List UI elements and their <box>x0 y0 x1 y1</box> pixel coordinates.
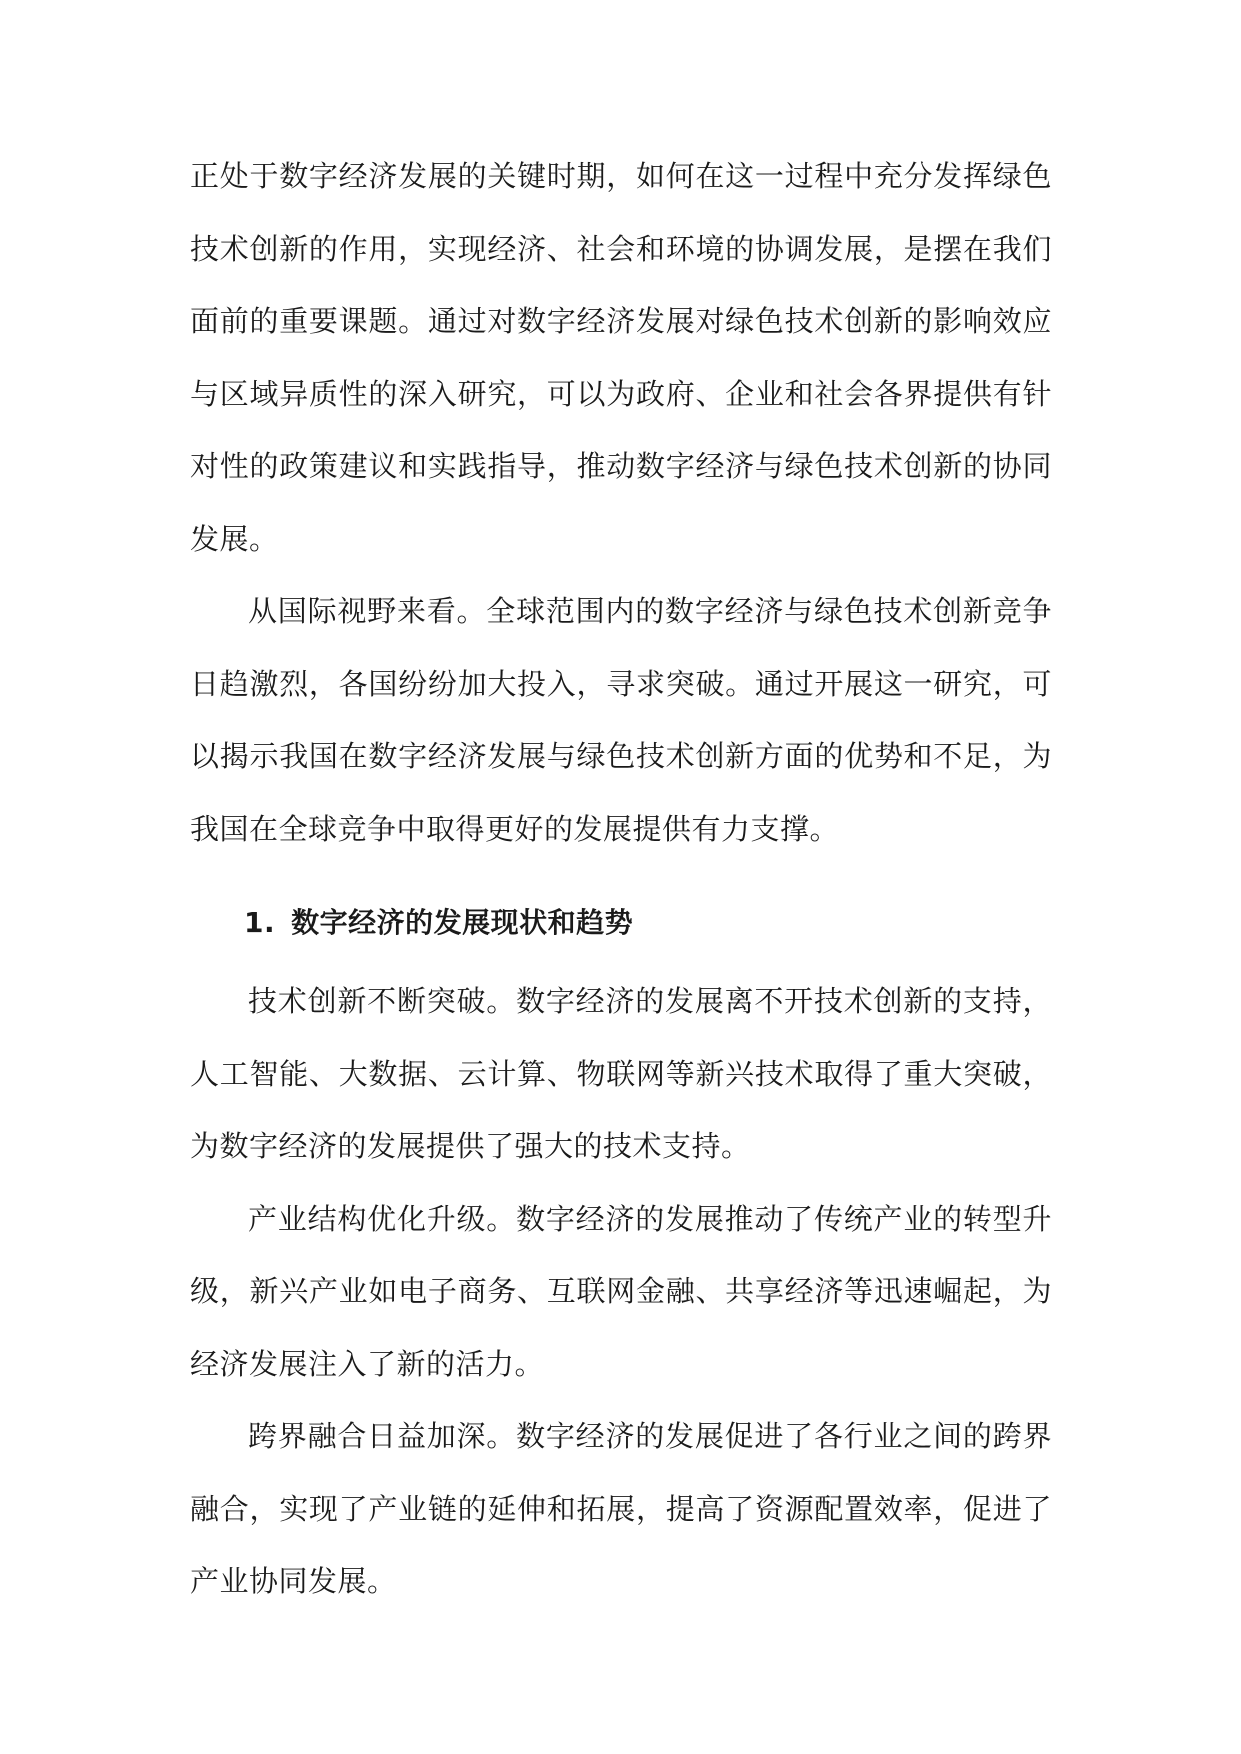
paragraph-cross-border: 跨界融合日益加深。数字经济的发展促进了各行业之间的跨界融合，实现了产业链的延伸和拓展，提高了资源配置效率，促进了产业协同发展。 <box>190 1419 1052 1598</box>
paragraph-international-view: 从国际视野来看。全球范围内的数字经济与绿色技术创新竞争日趋激烈，各国纷纷加大投入，寻求突破。通过开展这一研究，可以揭示我国在数字经济发展与绿色技术创新方面的优势和不足，为我国在全球竞争中取得更好的发展提供有力支撑。 <box>190 594 1052 846</box>
section-heading <box>190 887 1052 959</box>
section-title: 数字经济的发展现状和趋势 <box>291 906 634 939</box>
document-body <box>190 140 1052 1618</box>
paragraph-continuation: 正处于数字经济发展的关键时期，如何在这一过程中充分发挥绿色技术创新的作用，实现经济、社会和环境的协调发展，是摆在我们面前的重要课题。通过对数字经济发展对绿色技术创新的影响效应与区域异质性的深入研究，可以为政府、企业和社会各界提供有针对性的政策建议和实践指导，推动数字经济与绿色技术创新的协同发展。 <box>190 159 1052 556</box>
section-number: 1. <box>244 906 276 939</box>
paragraph-tech-innovation: 技术创新不断突破。数字经济的发展离不开技术创新的支持，人工智能、大数据、云计算、物联网等新兴技术取得了重大突破，为数字经济的发展提供了强大的技术支持。 <box>190 984 1052 1163</box>
paragraph-industry-upgrade: 产业结构优化升级。数字经济的发展推动了传统产业的转型升级，新兴产业如电子商务、互联网金融、共享经济等迅速崛起，为经济发展注入了新的活力。 <box>190 1201 1052 1381</box>
